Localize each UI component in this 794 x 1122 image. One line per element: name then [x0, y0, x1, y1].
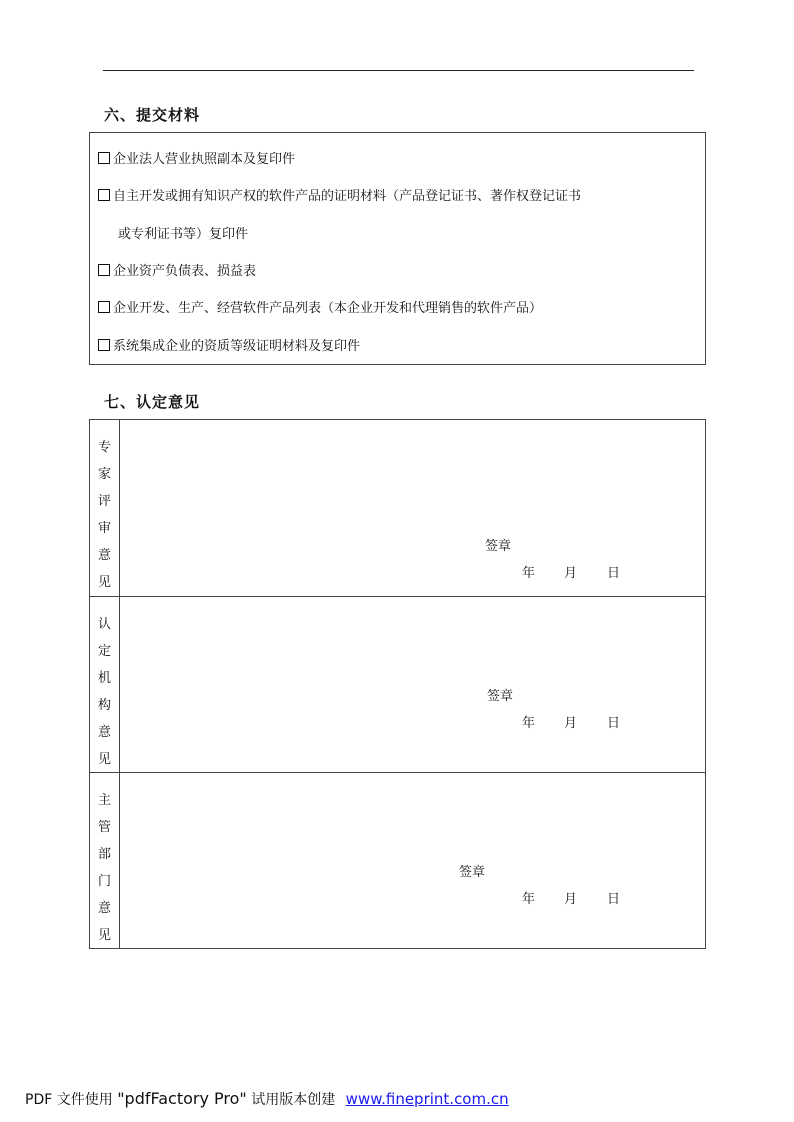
material-item-label: 或专利证书等）复印件 — [118, 227, 249, 242]
signature-label: 签章 — [485, 539, 512, 554]
date-day: 日 — [607, 566, 621, 581]
row-label-cell — [90, 597, 120, 773]
date-month: 月 — [564, 716, 578, 731]
footer-link[interactable]: www.fineprint.com.cn — [345, 1090, 509, 1108]
opinion-row-authority — [90, 772, 705, 948]
date-year: 年 — [522, 716, 536, 731]
material-item-continuation — [118, 227, 248, 243]
material-item-label: 企业开发、生产、经营软件产品列表（本企业开发和代理销售的软件产品） — [113, 301, 543, 316]
footer-suffix: 试用版本创建 — [251, 1092, 336, 1108]
opinion-table — [89, 419, 706, 949]
opinion-row-expert — [90, 420, 705, 597]
checkbox[interactable] — [98, 301, 110, 313]
material-item — [98, 189, 581, 205]
footer-prefix: PDF 文件使用 — [25, 1092, 113, 1108]
row-label: 主管部门意见 — [97, 793, 111, 943]
date-month: 月 — [564, 566, 578, 581]
checkbox[interactable] — [98, 189, 110, 201]
checkbox[interactable] — [98, 152, 110, 164]
material-item — [98, 264, 256, 280]
date-day: 日 — [607, 716, 621, 731]
material-item — [98, 339, 360, 355]
row-label-cell — [90, 420, 120, 597]
row-label-cell — [90, 773, 120, 948]
row-label: 认定机构意见 — [97, 617, 111, 767]
material-item — [98, 152, 295, 168]
signature-label: 签章 — [459, 865, 486, 880]
opinion-row-agency — [90, 596, 705, 773]
material-item-label: 企业资产负债表、损益表 — [113, 264, 257, 279]
date-day: 日 — [607, 892, 621, 907]
row-label: 专家评审意见 — [97, 440, 111, 590]
signature-label: 签章 — [487, 689, 514, 704]
material-item — [98, 301, 542, 317]
section-title-opinions: 七、认定意见 — [104, 393, 201, 411]
pdf-footer — [25, 1089, 509, 1109]
materials-box — [89, 132, 706, 365]
header-rule — [103, 70, 694, 71]
checkbox[interactable] — [98, 339, 110, 351]
material-item-label: 企业法人营业执照副本及复印件 — [113, 152, 296, 167]
date-year: 年 — [522, 892, 536, 907]
footer-product: "pdfFactory Pro" — [117, 1089, 247, 1108]
date-year: 年 — [522, 566, 536, 581]
section-title-materials: 六、提交材料 — [104, 106, 201, 124]
checkbox[interactable] — [98, 264, 110, 276]
date-month: 月 — [564, 892, 578, 907]
material-item-label: 系统集成企业的资质等级证明材料及复印件 — [113, 339, 361, 354]
material-item-label: 自主开发或拥有知识产权的软件产品的证明材料（产品登记证书、著作权登记证书 — [113, 189, 582, 204]
